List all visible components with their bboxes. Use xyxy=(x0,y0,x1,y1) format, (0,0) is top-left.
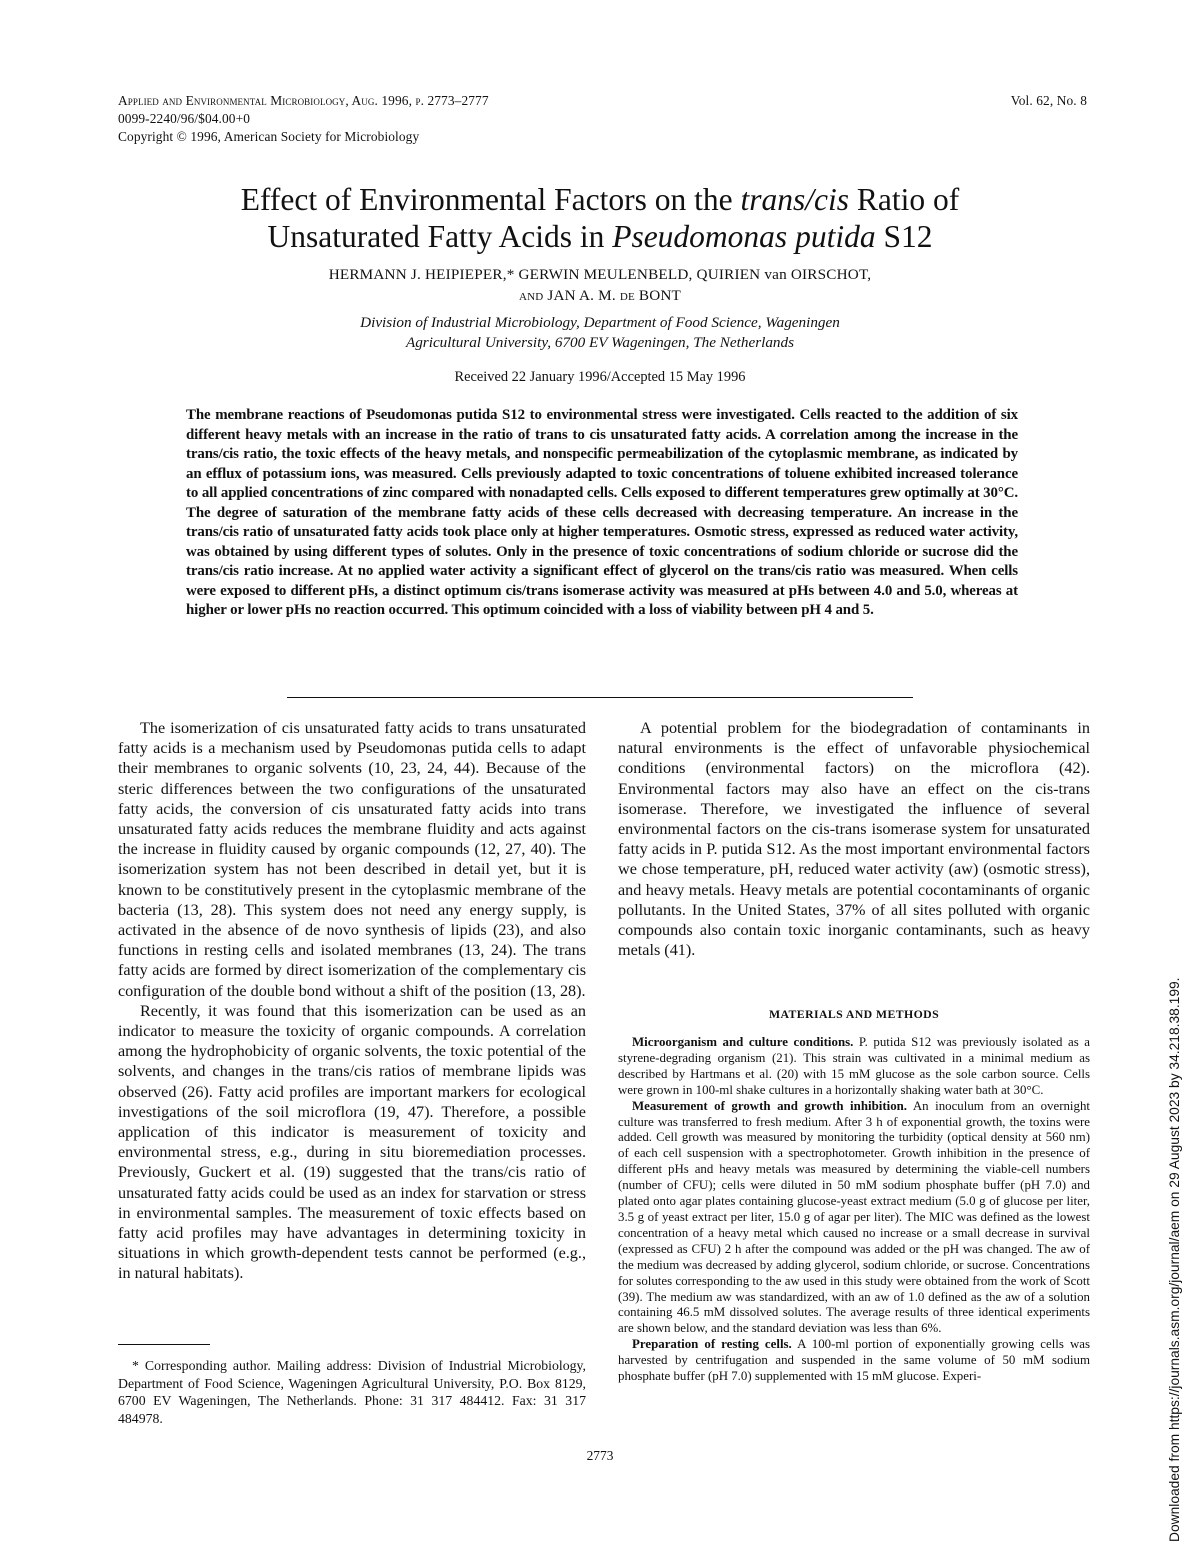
corresponding-author-footnote xyxy=(118,1357,586,1427)
right-column xyxy=(618,718,1090,960)
title-text: Unsaturated Fatty Acids in xyxy=(267,219,613,254)
title-text: Ratio of xyxy=(849,182,960,217)
title-italic: Pseudomonas putida xyxy=(612,219,876,254)
title-line-2 xyxy=(100,218,1100,255)
footnote-text: * Corresponding author. Mailing address: Division of Industrial Microbiology, Department of Food Science, Wageningen Agricultural University, P.O. Box 8129, 6700 EV Wageningen, The Netherlands. Phone: 31 317 484412. Fax: 31 317 484978. xyxy=(118,1358,586,1426)
section-heading-methods: MATERIALS AND METHODS xyxy=(768,1007,940,1021)
subsection-text: A 100-ml portion of exponentially growing cells was harvested by centrifugation and suspended in the same volume of 50 mM sodium phosphate buffer (pH 7.0) supplemented with 15 mM glucose. Experi- xyxy=(618,1337,1090,1384)
issn-line: 0099-2240/96/$04.00+0 xyxy=(118,111,251,126)
subsection-text: P. putida S12 was previously isolated as a styrene-degrading organism (21). This strain was cultivated in a minimal medium as described by Hartmans et al. (20) with 15 mM glucose as the sole carbon source. Cells were grown in 100-ml shake cultures in a horizontally shaking water bath at 30°C. xyxy=(618,1035,1090,1097)
copyright-line: Copyright © 1996, American Society for Microbiology xyxy=(118,129,420,144)
methods-section xyxy=(618,1035,1090,1385)
title-text: Effect of Environmental Factors on the xyxy=(240,182,741,217)
title-italic: trans/cis xyxy=(740,182,850,217)
footnote-divider xyxy=(118,1344,210,1345)
intro-paragraph-2: Recently, it was found that this isomerization can be used as an indicator to measure the toxicity of organic compounds. A correlation among the hydrophobicity of organic solvents, the toxic potential of the solvents, and changes in the trans/cis ratios of membrane lipids was observed (26). Fatty acid profiles are important markers for ecological investigations of the soil microflora (19, 47). Therefore, a possible application of this indicator is measurement of toxicity and environmental stress, e.g., during in situ bioremediation processes. Previously, Guckert et al. (19) suggested that the trans/cis ratio of unsaturated fatty acids could be used as an index for starvation or stress in environmental samples. The measurement of toxic effects based on fatty acid profiles may have advantages in determining toxicity in situations in which growth-dependent tests cannot be performed (e.g., in natural habitats). xyxy=(118,1001,586,1283)
page-number: 2773 xyxy=(586,1448,614,1463)
methods-paragraph-culture xyxy=(618,1035,1090,1099)
left-column xyxy=(118,718,586,1284)
intro-paragraph-3: A potential problem for the biodegradation of contaminants in natural environments is the effect of unfavorable physiochemical conditions (environmental factors) on the microflora (42). Environmental factors may also have an effect on the cis-trans isomerase. Therefore, we investigated the influence of several environmental factors on the cis-trans isomerase system for unsaturated fatty acids in P. putida S12. As the most important environmental factors we chose temperature, pH, reduced water activity (aw) (osmotic stress), and heavy metals. Heavy metals are potential cocontaminants of organic pollutants. In the United States, 37% of all sites polluted with organic compounds also contain toxic inorganic contaminants, such as heavy metals (41). xyxy=(618,719,1090,960)
received-dates: Received 22 January 1996/Accepted 15 May 1996 xyxy=(454,369,746,385)
methods-paragraph-growth xyxy=(618,1099,1090,1338)
intro-paragraph-1: The isomerization of cis unsaturated fatty acids to trans unsaturated fatty acids is a mechanism used by Pseudomonas putida cells to adapt their membranes to organic solvents (10, 23, 24, 44). Because of the steric differences between the two configurations of the unsaturated fatty acids, the conversion of cis unsaturated fatty acids into trans unsaturated fatty acids reduces the membrane fluidity and acts against the increase in fluidity caused by organic compounds (12, 27, 40). The isomerization system has not been described in detail yet, but it is known to be constitutively present in the cytoplasmic membrane of the bacteria (13, 28). This system does not need any energy supply, is activated in the absence of de novo synthesis of lipids (23), and also functions in resting cells and isolated membranes (13, 24). The trans fatty acids are formed by direct isomerization of the complementary cis configuration of the double bond without a shift of the position (13, 28). xyxy=(118,719,586,1000)
affiliation xyxy=(100,313,1100,353)
subsection-title: Measurement of growth and growth inhibition. xyxy=(632,1098,908,1113)
authors-line-1: HERMANN J. HEIPIEPER,* GERWIN MEULENBELD, QUIRIEN van OIRSCHOT, xyxy=(328,266,872,283)
title-text: S12 xyxy=(875,219,933,254)
article-title xyxy=(100,181,1100,255)
author-list xyxy=(100,264,1100,306)
title-line-1 xyxy=(100,181,1100,218)
volume-issue: Vol. 62, No. 8 xyxy=(1010,93,1087,108)
subsection-title: Microorganism and culture conditions. xyxy=(632,1035,854,1049)
authors-line-2: and JAN A. M. de BONT xyxy=(518,287,682,304)
affiliation-line-1: Division of Industrial Microbiology, Department of Food Science, Wageningen xyxy=(360,314,840,331)
subsection-text: An inoculum from an overnight culture was transferred to fresh medium. After 3 h of exponential growth, the toxins were added. Cell growth was measured by monitoring the turbidity (optical density at 560 nm) of each cell suspension with a spectrophotometer. Growth inhibition in the presence of different pHs and heavy metals was measured by determining the viable-cell numbers (number of CFU); cells were diluted in 50 mM sodium phosphate buffer (pH 7.0) and plated onto agar plates containing glucose-yeast extract medium (5.0 g of glucose per liter, 3.5 g of yeast extract per liter, 15.0 g of agar per liter). The MIC was defined as the lowest concentration of a heavy metal which caused no increase or a small decrease in survival (expressed as CFU) 2 h after the compound was added or the pH was changed. The aw of the medium was decreased by adding glycerol, sodium chloride, or sucrose. Concentrations for solutes corresponding to the aw used in this study were obtained from the work of Scott (39). The medium aw was standardized, with an aw of 1.0 defined as the aw of a solution containing 46.5 mM dissolved solutes. The average results of three identical experiments are shown below, and the standard deviation was less than 6%. xyxy=(618,1098,1090,1336)
download-watermark: Downloaded from https://journals.asm.org/journal/aem on 29 August 2023 by 34.218.38.199. xyxy=(1167,977,1182,1542)
journal-citation: Applied and Environmental Microbiology, Aug. 1996, p. 2773–2777 xyxy=(118,93,489,108)
affiliation-line-2: Agricultural University, 6700 EV Wageningen, The Netherlands xyxy=(405,334,795,351)
methods-paragraph-resting xyxy=(618,1337,1090,1385)
subsection-title: Preparation of resting cells. xyxy=(632,1337,792,1352)
abstract: The membrane reactions of Pseudomonas putida S12 to environmental stress were investigated. Cells reacted to the addition of six different heavy metals with an increase in the ratio of trans to cis unsaturated fatty acids. A correlation among the increase in the trans/cis ratio, the toxic effects of the heavy metals, and nonspecific permeabilization of the cytoplasmic membrane, as indicated by an efflux of potassium ions, was measured. Cells previously adapted to toxic concentrations of toluene exhibited increased tolerance to all applied concentrations of zinc compared with nonadapted cells. Cells exposed to different temperatures grew optimally at 30°C. The degree of saturation of the membrane fatty acids of these cells decreased with decreasing temperature. An increase in the trans/cis ratio of unsaturated fatty acids took place only at higher temperatures. Osmotic stress, expressed as reduced water activity, was obtained by using different types of solutes. Only in the presence of toxic concentrations of sodium chloride or sucrose did the trans/cis ratio increase. At no applied water activity a significant effect of glycerol on the trans/cis ratio was measured. When cells were exposed to different pHs, a distinct optimum cis/trans isomerase activity was measured at pHs between 4.0 and 5.0, whereas at higher or lower pHs no reaction occurred. This optimum coincided with a loss of viability between pH 4 and 5. xyxy=(186,407,1018,618)
abstract-divider xyxy=(287,697,913,698)
